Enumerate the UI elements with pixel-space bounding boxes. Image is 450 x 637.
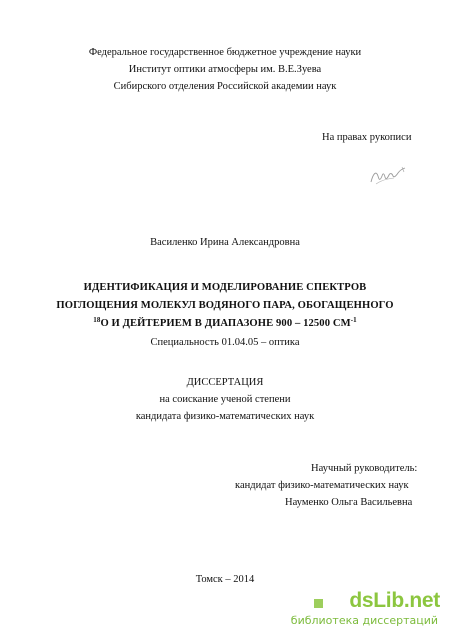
isotope-superscript: 18 [93, 316, 101, 324]
thesis-degree: кандидата физико-математических наук [135, 411, 315, 422]
rights-note: На правах рукописи [322, 132, 412, 143]
watermark-square-icon [314, 599, 323, 608]
title-line-3-text: О И ДЕЙТЕРИЕМ В ДИАПАЗОНЕ 900 – 12500 СМ [100, 318, 351, 329]
title-line-1: ИДЕНТИФИКАЦИЯ И МОДЕЛИРОВАНИЕ СПЕКТРОВ [83, 282, 367, 293]
thesis-type: ДИССЕРТАЦИЯ [186, 377, 264, 388]
advisor-degree: кандидат физико-математических наук [235, 480, 409, 491]
watermark-subtitle: библиотека диссертаций [290, 614, 438, 627]
title-line-2: ПОГЛОЩЕНИЯ МОЛЕКУЛ ВОДЯНОГО ПАРА, ОБОГАЩЕННОГО [56, 300, 394, 311]
watermark [290, 589, 440, 633]
header-line-3: Сибирского отделения Российской академии наук [113, 81, 337, 92]
author-name: Василенко Ирина Александровна [150, 237, 300, 248]
advisor-label: Научный руководитель: [311, 463, 418, 474]
advisor-name: Науменко Ольга Васильевна [285, 497, 413, 508]
unit-superscript: -1 [350, 316, 357, 324]
header-line-1: Федеральное государственное бюджетное учреждение науки [88, 47, 362, 58]
title-line-3 [0, 317, 450, 330]
signature-icon [368, 164, 408, 193]
watermark-logo: dsLib.net [349, 589, 440, 612]
thesis-purpose: на соискание ученой степени [159, 394, 291, 405]
footer-city-year: Томск – 2014 [195, 574, 255, 585]
specialty: Специальность 01.04.05 – оптика [150, 337, 300, 348]
header-line-2: Институт оптики атмосферы им. В.Е.Зуева [128, 64, 322, 75]
